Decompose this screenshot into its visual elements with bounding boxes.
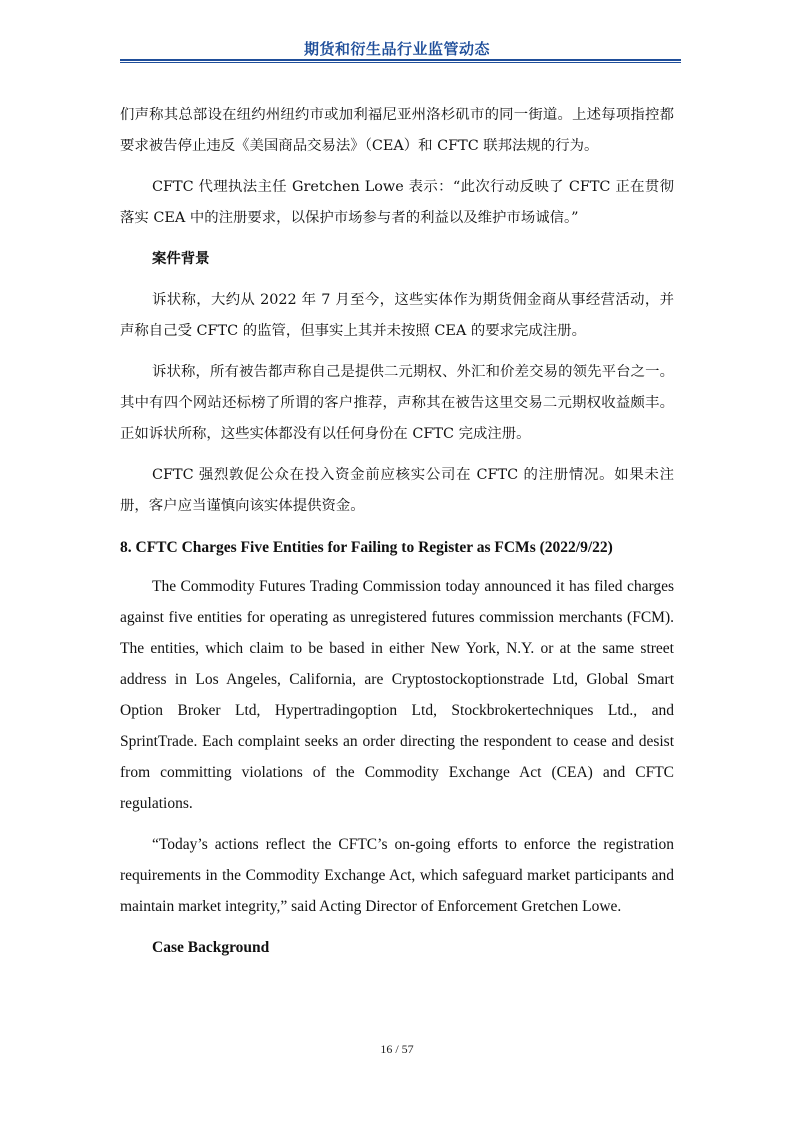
section-heading-cn: 案件背景 [152,251,210,267]
paragraph-cn-quote: CFTC 代理执法主任 Gretchen Lowe 表示：“此次行动反映了 CFTC 正在贯彻落实 CEA 中的注册要求，以保护市场参与者的利益以及维护市场诚信。” [120,179,674,226]
paragraph-cn-background-2: 诉状称，所有被告都声称自己是提供二元期权、外汇和价差交易的领先平台之一。其中有四个网站还标榜了所谓的客户推荐，声称其在被告这里交易二元期权收益颇丰。正如诉状所称，这些实体都没有以任何身份在 CFTC 完成注册。 [120,364,674,442]
section-heading-en: 8. CFTC Charges Five Entities for Failing to Register as FCMs (2022/9/22) [120,539,613,556]
paragraph-cn-background-3: CFTC 强烈敦促公众在投入资金前应核实公司在 CFTC 的注册情况。如果未注册，客户应当谨慎向该实体提供资金。 [120,467,674,514]
header-divider [120,59,681,61]
document-body [120,100,674,963]
paragraph-cn-background-1: 诉状称，大约从 2022 年 7 月至今，这些实体作为期货佣金商从事经营活动，并声称自己受 CFTC 的监管，但事实上其并未按照 CEA 的要求完成注册。 [120,292,674,339]
page-number: 16 / 57 [380,1042,414,1056]
running-header-title: 期货和衍生品行业监管动态 [303,40,490,58]
paragraph-en-1: The Commodity Futures Trading Commission today announced it has filed charges against five entities for operating as unregistered futures commission merchants (FCM). The entities, which claim to be based in either New York, N.Y. or at the same street address in Los Angeles, California, are Cryptostockoptionstrade Ltd, Global Smart Option Broker Ltd, Hypertradingoption Ltd, Stockbrokertechniques Ltd., and SprintTrade. Each complaint seeks an order directing the respondent to cease and desist from committing violations of the Commodity Exchange Act (CEA) and CFTC regulations. [120,578,674,812]
paragraph-cn-continued: 们声称其总部设在纽约州纽约市或加利福尼亚州洛杉矶市的同一街道。上述每项指控都要求被告停止违反《美国商品交易法》（CEA）和 CFTC 联邦法规的行为。 [120,107,674,154]
header-divider-thin [120,62,681,63]
subheading-case-background: Case Background [152,939,270,956]
paragraph-en-quote: “Today’s actions reflect the CFTC’s on-going efforts to enforce the registration requirements in the Commodity Exchange Act, which safeguard market participants and maintain market integrity,” said Acting Director of Enforcement Gretchen Lowe. [120,836,674,915]
